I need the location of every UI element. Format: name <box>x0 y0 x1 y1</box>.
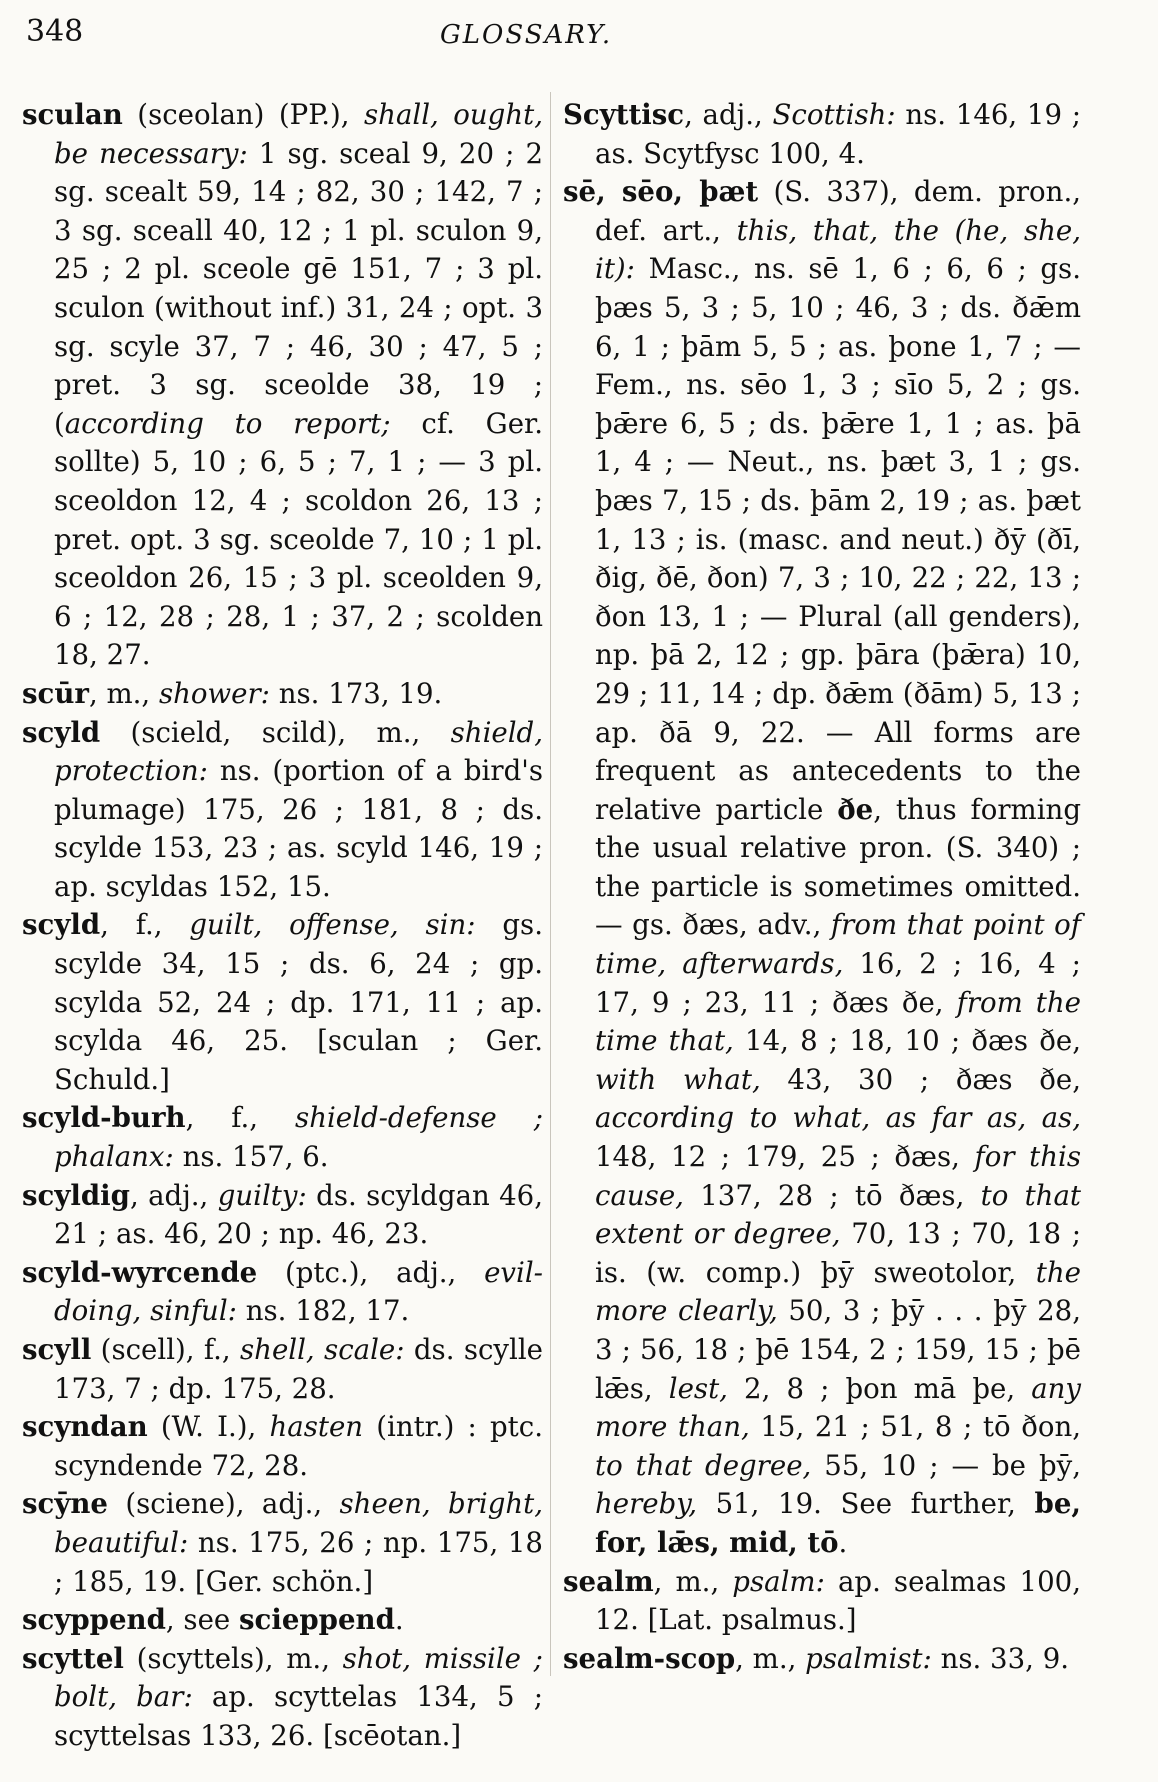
glossary-entry <box>22 1408 543 1485</box>
entry-text: (scield, scild), m., <box>100 715 451 749</box>
entry-text: ap. scyttelas 134, 5 ; scyttelsas 133, 26. [scēotan.] <box>54 1680 543 1752</box>
glossary-entry <box>563 173 1081 1562</box>
entry-text: (sciene), adj., <box>108 1487 340 1521</box>
entry-text: ds. scylle 173, 7 ; dp. 175, 28. <box>54 1333 544 1405</box>
entry-gloss: hasten <box>269 1410 364 1444</box>
entry-text: (W. I.), <box>147 1410 270 1444</box>
entry-text: , m., <box>735 1641 806 1675</box>
column-divider <box>550 92 551 1676</box>
entry-headword: scyld-burh <box>22 1101 186 1135</box>
entry-headword: scyldig <box>22 1178 130 1212</box>
glossary-entry <box>22 1099 543 1176</box>
entry-headword: scȳne <box>22 1487 108 1521</box>
entry-text: 43, 30 ; ðæs ðe, <box>760 1062 1081 1096</box>
entry-crossref: scieppend <box>239 1603 395 1637</box>
entry-gloss: for this cause, <box>595 1140 1081 1212</box>
entry-text: 16, 2 ; 16, 4 ; 17, 9 ; 23, 11 ; ðæs ðe, <box>595 947 1081 1019</box>
entry-text: (scell), f., <box>91 1333 241 1366</box>
entry-gloss: shall, ought, be necessary: <box>54 98 543 170</box>
page-header <box>0 0 1158 60</box>
glossary-column-left <box>22 96 543 1756</box>
entry-text: ap. sealmas 100, 12. [Lat. psalmus.] <box>595 1564 1081 1637</box>
entry-headword: scyll <box>22 1333 92 1366</box>
glossary-entry <box>563 1640 1081 1679</box>
entry-gloss: evil-doing, sinful: <box>54 1255 543 1328</box>
entry-headword: Scyttisc <box>563 98 685 131</box>
glossary-entry <box>22 906 543 1099</box>
glossary-entry <box>22 96 543 675</box>
entry-headword: scyttel <box>22 1641 124 1675</box>
entry-gloss: the more clearly, <box>595 1255 1081 1328</box>
entry-gloss: to that extent or degree, <box>595 1178 1081 1251</box>
entry-gloss: psalmist: <box>805 1641 932 1675</box>
glossary-entry <box>22 1331 543 1408</box>
entry-text: 137, 28 ; tō ðæs, <box>683 1178 981 1212</box>
entry-text: 2, 8 ; þon mā þe, <box>727 1371 1032 1405</box>
glossary-column-right <box>563 96 1081 1678</box>
entry-text: ns. 182, 17. <box>236 1294 410 1328</box>
entry-headword: scyld <box>22 715 101 749</box>
entry-text: Masc., ns. sē 1, 6 ; 6, 6 ; gs. þæs 5, 3 ; 5, 10 ; 46, 3 ; ds. ðǣm 6, 1 ; þām 5, 5 ; as. þone 1, 7 ; — Fem., ns. sēo 1, 3 ; sīo 5, 2 ; gs. þǣre 6, 5 ; ds. þǣre 1, 1 ; as. þā 1, 4 ; — Neut., ns. þæt 3, 1 ; gs. þæs 7, 15 ; ds. þām 2, 19 ; as. þæt 1, 13 ; is. (masc. and neut.) ðȳ (ðī, ðig, ðē, ðon) 7, 3 ; 10, 22 ; 22, 13 ; ðon 13, 1 ; — Plural (all genders), np. þā 2, 12 ; gp. þāra (þǣra) 10, 29 ; 11, 14 ; dp. ðǣm (ðām) 5, 13 ; ap. ðā 9, 22. — All forms are frequent as antecedents to the relative particle <box>595 252 1081 826</box>
entry-headword: sealm-scop <box>563 1641 736 1675</box>
entry-text: , f., <box>185 1101 296 1135</box>
entry-crossref: ðe <box>837 792 874 826</box>
entry-headword: scyld <box>22 908 101 942</box>
entry-gloss: shell, scale: <box>240 1333 405 1366</box>
glossary-entry <box>22 1485 543 1601</box>
entry-gloss: psalm: <box>732 1564 825 1598</box>
entry-text: 51, 19. See further, <box>696 1487 1035 1521</box>
entry-text: 1 sg. sceal 9, 20 ; 2 sg. scealt 59, 14 ; 82, 30 ; 142, 7 ; 3 sg. sceall 40, 12 ; 1 pl. sculon 9, 25 ; 2 pl. sceole gē 151, 7 ; 3 pl. sculon (without inf.) 31, 24 ; opt. 3 sg. scyle 37, 7 ; 46, 30 ; 47, 5 ; pret. 3 sg. sceolde 38, 19 ; ( <box>54 136 543 440</box>
glossary-entry <box>22 675 543 714</box>
entry-text: , thus forming the usual relative pron. (S. 340) ; the particle is sometimes omitted. — gs. ðæs, adv., <box>595 792 1081 942</box>
entry-headword: sealm <box>563 1564 654 1598</box>
entry-gloss: from the time that, <box>595 985 1081 1058</box>
entry-headword: sē, sēo, þæt <box>563 175 759 209</box>
entry-gloss: Scottish: <box>772 98 896 131</box>
entry-crossref: be, for, lǣs, mid, tō <box>595 1487 1081 1559</box>
entry-text: ns. 157, 6. <box>173 1140 329 1174</box>
entry-gloss: shield, protection: <box>54 715 543 788</box>
entry-text: ns. 146, 19 ; as. Scytfysc 100, 4. <box>595 98 1082 170</box>
entry-gloss: this, that, the (he, she, it): <box>595 213 1081 286</box>
entry-text: 55, 10 ; — be þȳ, <box>811 1448 1081 1482</box>
entry-text: cf. Ger. sollte) 5, 10 ; 6, 5 ; 7, 1 ; — 3 pl. sceoldon 12, 4 ; scoldon 26, 13 ; pret. opt. 3 sg. sceolde 7, 10 ; 1 pl. sceoldon 26, 15 ; 3 pl. sceolden 9, 6 ; 12, 28 ; 28, 1 ; 37, 2 ; scolden 18, 27. <box>54 406 543 672</box>
entry-headword: sculan <box>22 98 123 131</box>
entry-text: , see <box>165 1603 240 1637</box>
entry-text: 15, 21 ; 51, 8 ; tō ðon, <box>749 1410 1081 1444</box>
entry-headword: scūr <box>22 676 89 710</box>
entry-text: (ptc.), adj., <box>257 1255 485 1289</box>
entry-gloss: according to report; <box>64 406 391 440</box>
entry-text: 50, 3 ; þȳ . . . þȳ 28, 3 ; 56, 18 ; þē 154, 2 ; 159, 15 ; þē lǣs, <box>595 1294 1081 1405</box>
entry-text: 70, 13 ; 70, 18 ; is. (w. comp.) þȳ sweotolor, <box>595 1217 1081 1289</box>
entry-text: gs. scylde 34, 15 ; ds. 6, 24 ; gp. scylda 52, 24 ; dp. 171, 11 ; ap. scylda 46, 25. [sculan ; Ger. Schuld.] <box>54 908 543 1096</box>
entry-text: (S. 337), dem. pron., def. art., <box>595 175 1081 247</box>
entry-gloss: according to what, as far as, as, <box>595 1101 1081 1135</box>
entry-text: , adj., <box>129 1178 218 1212</box>
entry-text: (sceolan) (PP.), <box>122 98 365 131</box>
entry-gloss: shield-defense ; phalanx: <box>54 1101 543 1174</box>
entry-text: 148, 12 ; 179, 25 ; ðæs, <box>595 1140 975 1174</box>
glossary-entry <box>563 96 1081 173</box>
entry-text: ns. 175, 26 ; np. 175, 18 ; 185, 19. [Ger. schön.] <box>54 1525 543 1598</box>
entry-gloss: guilty: <box>217 1178 307 1212</box>
entry-headword: scyndan <box>22 1410 148 1444</box>
entry-text: (intr.) : ptc. scyndende 72, 28. <box>54 1410 543 1482</box>
entry-text: . <box>394 1603 404 1637</box>
glossary-entry <box>22 1254 543 1331</box>
entry-gloss: guilt, offense, sin: <box>189 908 476 942</box>
entry-gloss: shower: <box>158 676 270 710</box>
glossary-entry <box>22 1640 543 1756</box>
entry-text: ns. (portion of a bird's plumage) 175, 26 ; 181, 8 ; ds. scylde 153, 23 ; as. scyld 146, 19 ; ap. scyldas 152, 15. <box>54 754 543 903</box>
entry-text: . <box>838 1525 848 1559</box>
entry-text: 14, 8 ; 18, 10 ; ðæs ðe, <box>733 1024 1082 1058</box>
entry-headword: scyppend <box>22 1603 166 1637</box>
entry-headword: scyld-wyrcende <box>22 1255 258 1289</box>
entry-gloss: shot, missile ; bolt, bar: <box>54 1641 543 1714</box>
running-title: GLOSSARY. <box>440 20 613 50</box>
entry-text: , f., <box>100 908 190 942</box>
glossary-entry <box>22 1601 543 1640</box>
entry-gloss: from that point of time, afterwards, <box>595 908 1081 981</box>
entry-gloss: sheen, bright, beautiful: <box>54 1487 543 1559</box>
glossary-entry <box>22 714 543 907</box>
entry-gloss: any more than, <box>595 1371 1081 1444</box>
entry-text: (scyttels), m., <box>123 1641 343 1675</box>
entry-gloss: to that degree, <box>595 1448 812 1482</box>
page-number: 348 <box>26 14 84 49</box>
glossary-entry <box>563 1563 1081 1640</box>
entry-text: ns. 33, 9. <box>931 1641 1070 1675</box>
entry-text: ns. 173, 19. <box>269 676 443 710</box>
entry-text: , m., <box>88 676 159 710</box>
entry-gloss: with what, <box>595 1062 761 1096</box>
entry-text: , adj., <box>684 98 773 131</box>
entry-text: ds. scyldgan 46, 21 ; as. 46, 20 ; np. 46, 23. <box>54 1178 543 1251</box>
entry-text: , m., <box>653 1564 733 1598</box>
glossary-entry <box>22 1177 543 1254</box>
entry-gloss: hereby, <box>595 1487 697 1521</box>
entry-gloss: lest, <box>668 1371 728 1405</box>
